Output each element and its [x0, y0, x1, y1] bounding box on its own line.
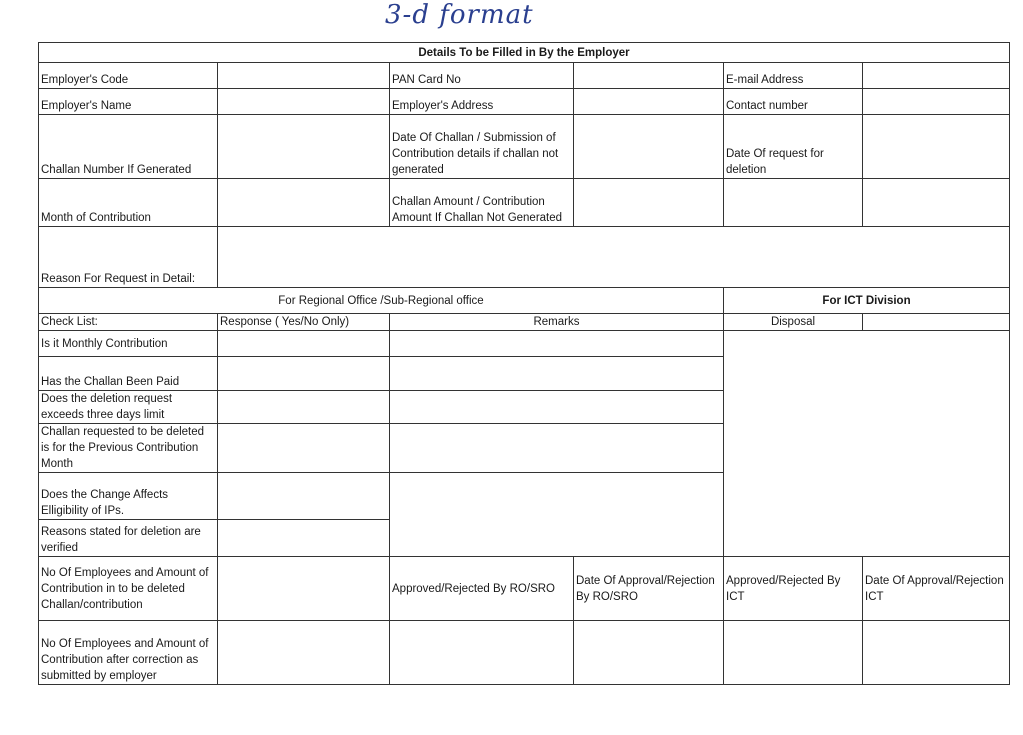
employer-code-field[interactable] [218, 63, 390, 89]
deletion-date-field[interactable] [863, 115, 1010, 179]
employer-code-label: Employer's Code [39, 63, 218, 89]
employer-section-title: Details To be Filled in By the Employer [39, 43, 1010, 63]
response-field[interactable] [218, 473, 390, 520]
remarks-field[interactable] [390, 473, 724, 557]
extra-field-1[interactable] [724, 179, 863, 227]
employer-name-field[interactable] [218, 89, 390, 115]
check-item: Challan requested to be deleted is for the Previous Contribution Month [39, 424, 218, 473]
date-ict-field[interactable] [863, 621, 1010, 685]
date-ict-label: Date Of Approval/Rejection ICT [863, 557, 1010, 621]
check-item: Has the Challan Been Paid [39, 357, 218, 391]
challan-amount-field[interactable] [574, 179, 724, 227]
response-field[interactable] [218, 424, 390, 473]
response-field[interactable] [218, 357, 390, 391]
contact-label: Contact number [724, 89, 863, 115]
checklist-header: Check List: [39, 314, 218, 331]
approved-ro-field[interactable] [390, 621, 574, 685]
response-field[interactable] [218, 391, 390, 424]
remarks-header: Remarks [390, 314, 724, 331]
employer-address-field[interactable] [574, 89, 724, 115]
employees-delete-field[interactable] [218, 557, 390, 621]
employees-after-label: No Of Employees and Amount of Contribution after correction as submitted by employer [39, 621, 218, 685]
employees-delete-label: No Of Employees and Amount of Contribution in to be deleted Challan/contribution [39, 557, 218, 621]
challan-amount-label: Challan Amount / Contribution Amount If Challan Not Generated [390, 179, 574, 227]
email-label: E-mail Address [724, 63, 863, 89]
response-header: Response ( Yes/No Only) [218, 314, 390, 331]
deletion-request-form [38, 42, 1010, 685]
employer-name-label: Employer's Name [39, 89, 218, 115]
reason-field[interactable] [218, 227, 1010, 288]
disposal-field[interactable] [724, 331, 1010, 557]
ict-section-title: For ICT Division [724, 288, 1010, 314]
approved-ro-label: Approved/Rejected By RO/SRO [390, 557, 574, 621]
reason-label: Reason For Request in Detail: [39, 227, 218, 288]
response-field[interactable] [218, 331, 390, 357]
pan-label: PAN Card No [390, 63, 574, 89]
ro-section-title: For Regional Office /Sub-Regional office [39, 288, 724, 314]
check-item: Reasons stated for deletion are verified [39, 520, 218, 557]
approved-ict-label: Approved/Rejected By ICT [724, 557, 863, 621]
challan-date-label: Date Of Challan / Submission of Contribution details if challan not generated [390, 115, 574, 179]
remarks-field[interactable] [390, 331, 724, 357]
challan-number-label: Challan Number If Generated [39, 115, 218, 179]
employees-after-field[interactable] [218, 621, 390, 685]
challan-number-field[interactable] [218, 115, 390, 179]
disposal-header-extra [863, 314, 1010, 331]
remarks-field[interactable] [390, 424, 724, 473]
handwritten-note: 3-d format [385, 0, 534, 30]
date-ro-field[interactable] [574, 621, 724, 685]
check-item: Is it Monthly Contribution [39, 331, 218, 357]
disposal-header: Disposal [724, 314, 863, 331]
remarks-field[interactable] [390, 357, 724, 391]
challan-date-field[interactable] [574, 115, 724, 179]
employer-address-label: Employer's Address [390, 89, 574, 115]
pan-field[interactable] [574, 63, 724, 89]
check-item: Does the deletion request exceeds three days limit [39, 391, 218, 424]
date-ro-label: Date Of Approval/Rejection By RO/SRO [574, 557, 724, 621]
response-field[interactable] [218, 520, 390, 557]
check-item: Does the Change Affects Elligibility of IPs. [39, 473, 218, 520]
extra-field-2[interactable] [863, 179, 1010, 227]
remarks-field[interactable] [390, 391, 724, 424]
deletion-date-label: Date Of request for deletion [724, 115, 863, 179]
month-field[interactable] [218, 179, 390, 227]
contact-field[interactable] [863, 89, 1010, 115]
email-field[interactable] [863, 63, 1010, 89]
month-label: Month of Contribution [39, 179, 218, 227]
approved-ict-field[interactable] [724, 621, 863, 685]
